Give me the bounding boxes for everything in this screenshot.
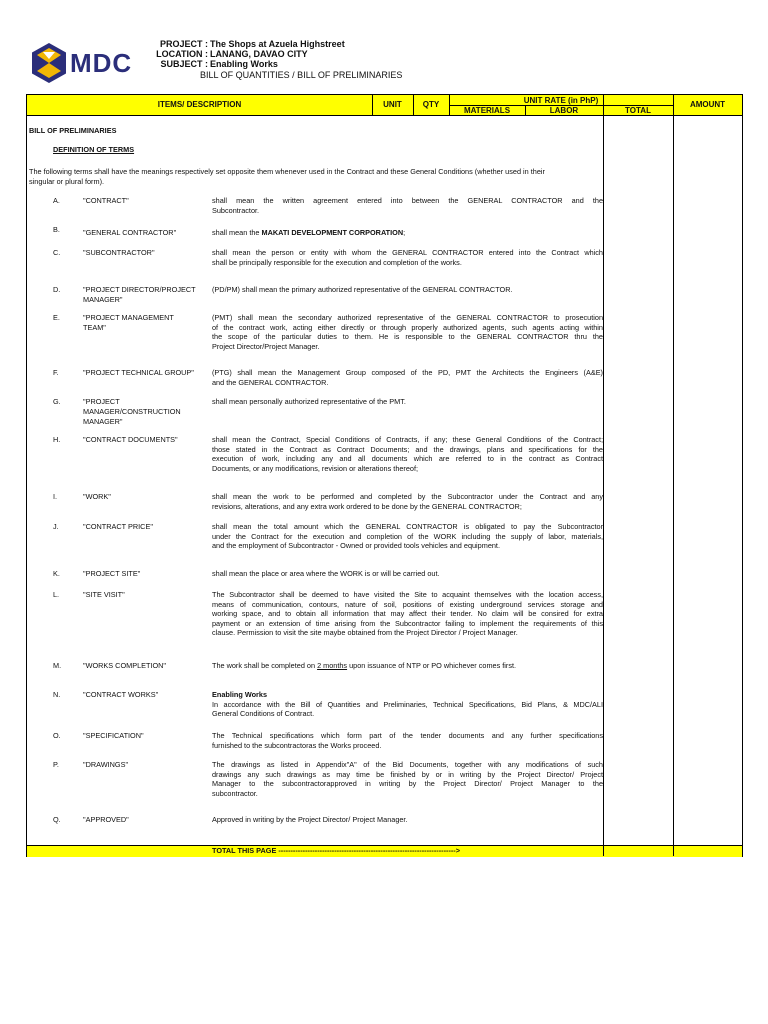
term-description-prefix: shall mean the bbox=[212, 228, 262, 237]
project-label: PROJECT : bbox=[159, 39, 208, 49]
term-description-line: shall mean the written agreement entered into between the GENERAL CONTRACTOR and the bbox=[212, 196, 603, 205]
term-letter: K. bbox=[53, 569, 60, 578]
term-name: "GENERAL CONTRACTOR" bbox=[83, 228, 177, 237]
term-description bbox=[212, 690, 603, 719]
term-name: "CONTRACT PRICE" bbox=[83, 522, 153, 531]
term-description bbox=[212, 492, 603, 511]
term-description-line: (PTG) shall mean the Management Group composed of the PD, PMT the Architects the Engineers (A&E) bbox=[212, 368, 603, 377]
term-name: "APPROVED" bbox=[83, 815, 129, 824]
term-letter: N. bbox=[53, 690, 61, 699]
project-header bbox=[138, 39, 458, 83]
term-description-line: Project Director/Project Manager. bbox=[212, 341, 320, 351]
term-description-line: Documents, or any modifications, revision or alterations thereof; bbox=[212, 463, 419, 473]
term-letter: M. bbox=[53, 661, 62, 670]
term-name: "PROJECT MANAGEMENT bbox=[83, 313, 174, 322]
term-letter: Q. bbox=[53, 815, 61, 824]
term-name: "SITE VISIT" bbox=[83, 590, 125, 599]
location-label: LOCATION : bbox=[156, 49, 208, 59]
term-description-line: subcontractor. bbox=[212, 788, 258, 798]
term-name: "CONTRACT WORKS" bbox=[83, 690, 159, 699]
location-value: LANANG, DAVAO CITY bbox=[210, 49, 308, 59]
term-description-line bbox=[212, 228, 603, 238]
term-description-line: (PMT) shall mean the secondary authorized representative of the GENERAL CONTRACTOR to prosecution bbox=[212, 313, 603, 322]
term-description bbox=[212, 313, 603, 351]
term-description bbox=[212, 435, 603, 473]
term-description bbox=[212, 228, 603, 238]
term-description bbox=[212, 731, 603, 750]
term-letter: J. bbox=[53, 522, 59, 531]
term-description-line: working space, and to obtain all information that may affect their tender. No claim will be consired for extra bbox=[212, 609, 603, 619]
col-divider-total bbox=[603, 95, 604, 856]
mdc-logo bbox=[30, 42, 142, 84]
term-description bbox=[212, 196, 603, 215]
term-description-line: those stated in the Contract as Contract Documents; and the drawings, plans and specifications for the bbox=[212, 444, 603, 454]
term-description bbox=[212, 815, 603, 825]
term-letter: O. bbox=[53, 731, 61, 740]
term-description-line: The drawings as listed in Appendix"A" of the Bid Documents, together with any modifications of such bbox=[212, 760, 603, 769]
term-name: "DRAWINGS" bbox=[83, 760, 129, 769]
subject-subtitle: BILL OF QUANTITIES / BILL OF PRELIMINARIES bbox=[200, 70, 403, 80]
term-description-suffix: ; bbox=[403, 228, 406, 237]
term-description bbox=[212, 569, 603, 579]
term-name: "PROJECT DIRECTOR/PROJECT bbox=[83, 285, 196, 294]
term-name: "WORKS COMPLETION" bbox=[83, 661, 167, 670]
logo-text: MDC bbox=[70, 48, 133, 78]
term-description-line: furnished to the subcontractoras the Works proceed. bbox=[212, 740, 382, 750]
term-letter: E. bbox=[53, 313, 60, 322]
term-letter: G. bbox=[53, 397, 61, 406]
term-name: "PROJECT bbox=[83, 397, 120, 406]
term-description-emphasis: MAKATI DEVELOPMENT CORPORATION bbox=[261, 228, 404, 237]
term-description-duration: 2 months bbox=[317, 661, 348, 670]
term-description-line: In accordance with the Bill of Quantities and Preliminaries, Technical Specifications, Bid Plans, & MDC/ALI bbox=[212, 699, 603, 709]
term-description-line: The Technical specifications which form part of the tender documents and any further specifications bbox=[212, 731, 603, 740]
term-description-line: drawings any such drawings as may time be finished by or in writing by the Project Director/ Project bbox=[212, 769, 603, 779]
term-description bbox=[212, 661, 603, 671]
term-description-line: General Conditions of Contract. bbox=[212, 709, 315, 719]
term-description-line: means of communication, contours, nature of soil, positions of existing underground services storage and bbox=[212, 599, 603, 609]
term-name: "PROJECT SITE" bbox=[83, 569, 141, 578]
term-description-line: shall mean the Contract, Special Conditions of Contracts, if any; these General Conditions of the Contract; bbox=[212, 435, 603, 444]
bill-table bbox=[26, 94, 743, 857]
subject-value: Enabling Works bbox=[210, 59, 278, 69]
term-description-line: Manager to the subcontractorapproved in writing by the Project Director/ Project Manager to the bbox=[212, 779, 603, 789]
term-description bbox=[212, 248, 603, 267]
term-name: MANAGER" bbox=[83, 417, 123, 426]
footer-divider-total bbox=[603, 845, 604, 856]
term-description bbox=[212, 522, 603, 551]
term-description-line: The Subcontractor shall be deemed to have visited the Site to acquaint themselves with the location access, bbox=[212, 590, 603, 599]
term-letter: F. bbox=[53, 368, 59, 377]
term-description-line bbox=[212, 661, 603, 671]
term-letter: A. bbox=[53, 196, 60, 205]
term-description-line: shall be principally responsible for the execution and completion of the works. bbox=[212, 257, 462, 267]
term-letter: I. bbox=[53, 492, 58, 501]
term-description-suffix: upon issuance of NTP or PO whichever comes first. bbox=[347, 661, 517, 670]
term-letter: L. bbox=[53, 590, 60, 599]
col-unit: UNIT bbox=[383, 100, 402, 109]
term-description-line: and the GENERAL CONTRACTOR. bbox=[212, 377, 329, 387]
col-qty: QTY bbox=[422, 100, 440, 109]
subject-label: SUBJECT : bbox=[160, 59, 208, 69]
term-description-line: shall mean the person or entity with whom the GENERAL CONTRACTOR entered into the Contract which bbox=[212, 248, 603, 257]
term-description-line: Subcontractor. bbox=[212, 205, 260, 215]
term-description bbox=[212, 285, 603, 295]
term-description bbox=[212, 368, 603, 387]
mdc-logo-icon bbox=[30, 42, 68, 84]
term-name: "PROJECT TECHNICAL GROUP" bbox=[83, 368, 194, 377]
term-letter: P. bbox=[53, 760, 59, 769]
term-description-line: shall mean the work to be performed and completed by the Subcontractor under the Contract and any bbox=[212, 492, 603, 501]
term-description-line: and the employment of Subcontractor - Owned or provided tools vehicles and equipment. bbox=[212, 541, 500, 551]
col-items-description: ITEMS/ DESCRIPTION bbox=[157, 100, 242, 109]
term-description-line: of the contract work, acting either directly or through properly authorized agents, such agents acting within bbox=[212, 322, 603, 332]
term-description-line: revisions, alterations, and any extra work ordered to be done by the GENERAL CONTRACTOR; bbox=[212, 501, 522, 511]
term-name: "CONTRACT" bbox=[83, 196, 129, 205]
project-value: The Shops at Azuela Highstreet bbox=[210, 39, 345, 49]
intro-line-2: singular or plural form). bbox=[29, 177, 105, 186]
term-letter: D. bbox=[53, 285, 61, 294]
col-unit-rate: UNIT RATE (in PhP) bbox=[523, 96, 599, 105]
intro-line-1: The following terms shall have the meanings respectively set opposite them whenever used in the Contract and these General Conditions (whether used in their bbox=[29, 167, 545, 176]
term-letter: C. bbox=[53, 248, 61, 257]
term-description-line: Approved in writing by the Project Director/ Project Manager. bbox=[212, 815, 408, 824]
term-description-title: Enabling Works bbox=[212, 690, 268, 699]
col-total: TOTAL bbox=[625, 106, 651, 115]
term-description-prefix: The work shall be completed on bbox=[212, 661, 318, 670]
term-description-line: execution of work, including any and all documents which are referred to in the contract as Contract bbox=[212, 454, 603, 464]
col-amount: AMOUNT bbox=[689, 100, 726, 109]
footer-divider-amount bbox=[673, 845, 674, 856]
term-name: "SUBCONTRACTOR" bbox=[83, 248, 155, 257]
term-name: "CONTRACT DOCUMENTS" bbox=[83, 435, 178, 444]
term-description bbox=[212, 760, 603, 798]
total-this-page: TOTAL THIS PAGE -------------------------------------------------------------------------> bbox=[212, 846, 460, 855]
definition-title: DEFINITION OF TERMS bbox=[53, 145, 135, 154]
term-description bbox=[212, 397, 603, 407]
term-name: "SPECIFICATION" bbox=[83, 731, 144, 740]
term-description-line: payment or an extension of time arising from the Subcontractor failing to implement the requirements of this bbox=[212, 618, 603, 628]
term-name: "WORK" bbox=[83, 492, 111, 501]
term-description-line: (PD/PM) shall mean the primary authorized representative of the GENERAL CONTRACTOR. bbox=[212, 285, 513, 294]
term-description bbox=[212, 590, 603, 638]
col-materials: MATERIALS bbox=[463, 106, 511, 115]
term-description-line: shall mean the place or area where the WORK is or will be carried out. bbox=[212, 569, 440, 578]
term-letter: H. bbox=[53, 435, 61, 444]
term-name: TEAM" bbox=[83, 323, 106, 332]
term-letter: B. bbox=[53, 225, 60, 234]
term-name: MANAGER/CONSTRUCTION bbox=[83, 407, 181, 416]
term-description-line: the scope of the particular duties to them. He is responsible to the GENERAL CONTRACTOR thru the bbox=[212, 332, 603, 342]
col-divider-amount bbox=[673, 95, 674, 856]
term-name: MANAGER" bbox=[83, 295, 123, 304]
term-description-line: shall mean the total amount which the GENERAL CONTRACTOR is obligated to pay the Subcontractor bbox=[212, 522, 603, 531]
term-description-line: shall mean personally authorized representative of the PMT. bbox=[212, 397, 406, 406]
term-description-line: clause. Permission to visit the site maybe obtained from the Project Director / Project Manager. bbox=[212, 628, 518, 638]
term-description-line: under the Contract for the execution and completion of the WORK including the supply of labor, materials, bbox=[212, 531, 603, 541]
col-labor: LABOR bbox=[549, 106, 579, 115]
section-title: BILL OF PRELIMINARIES bbox=[29, 126, 117, 135]
